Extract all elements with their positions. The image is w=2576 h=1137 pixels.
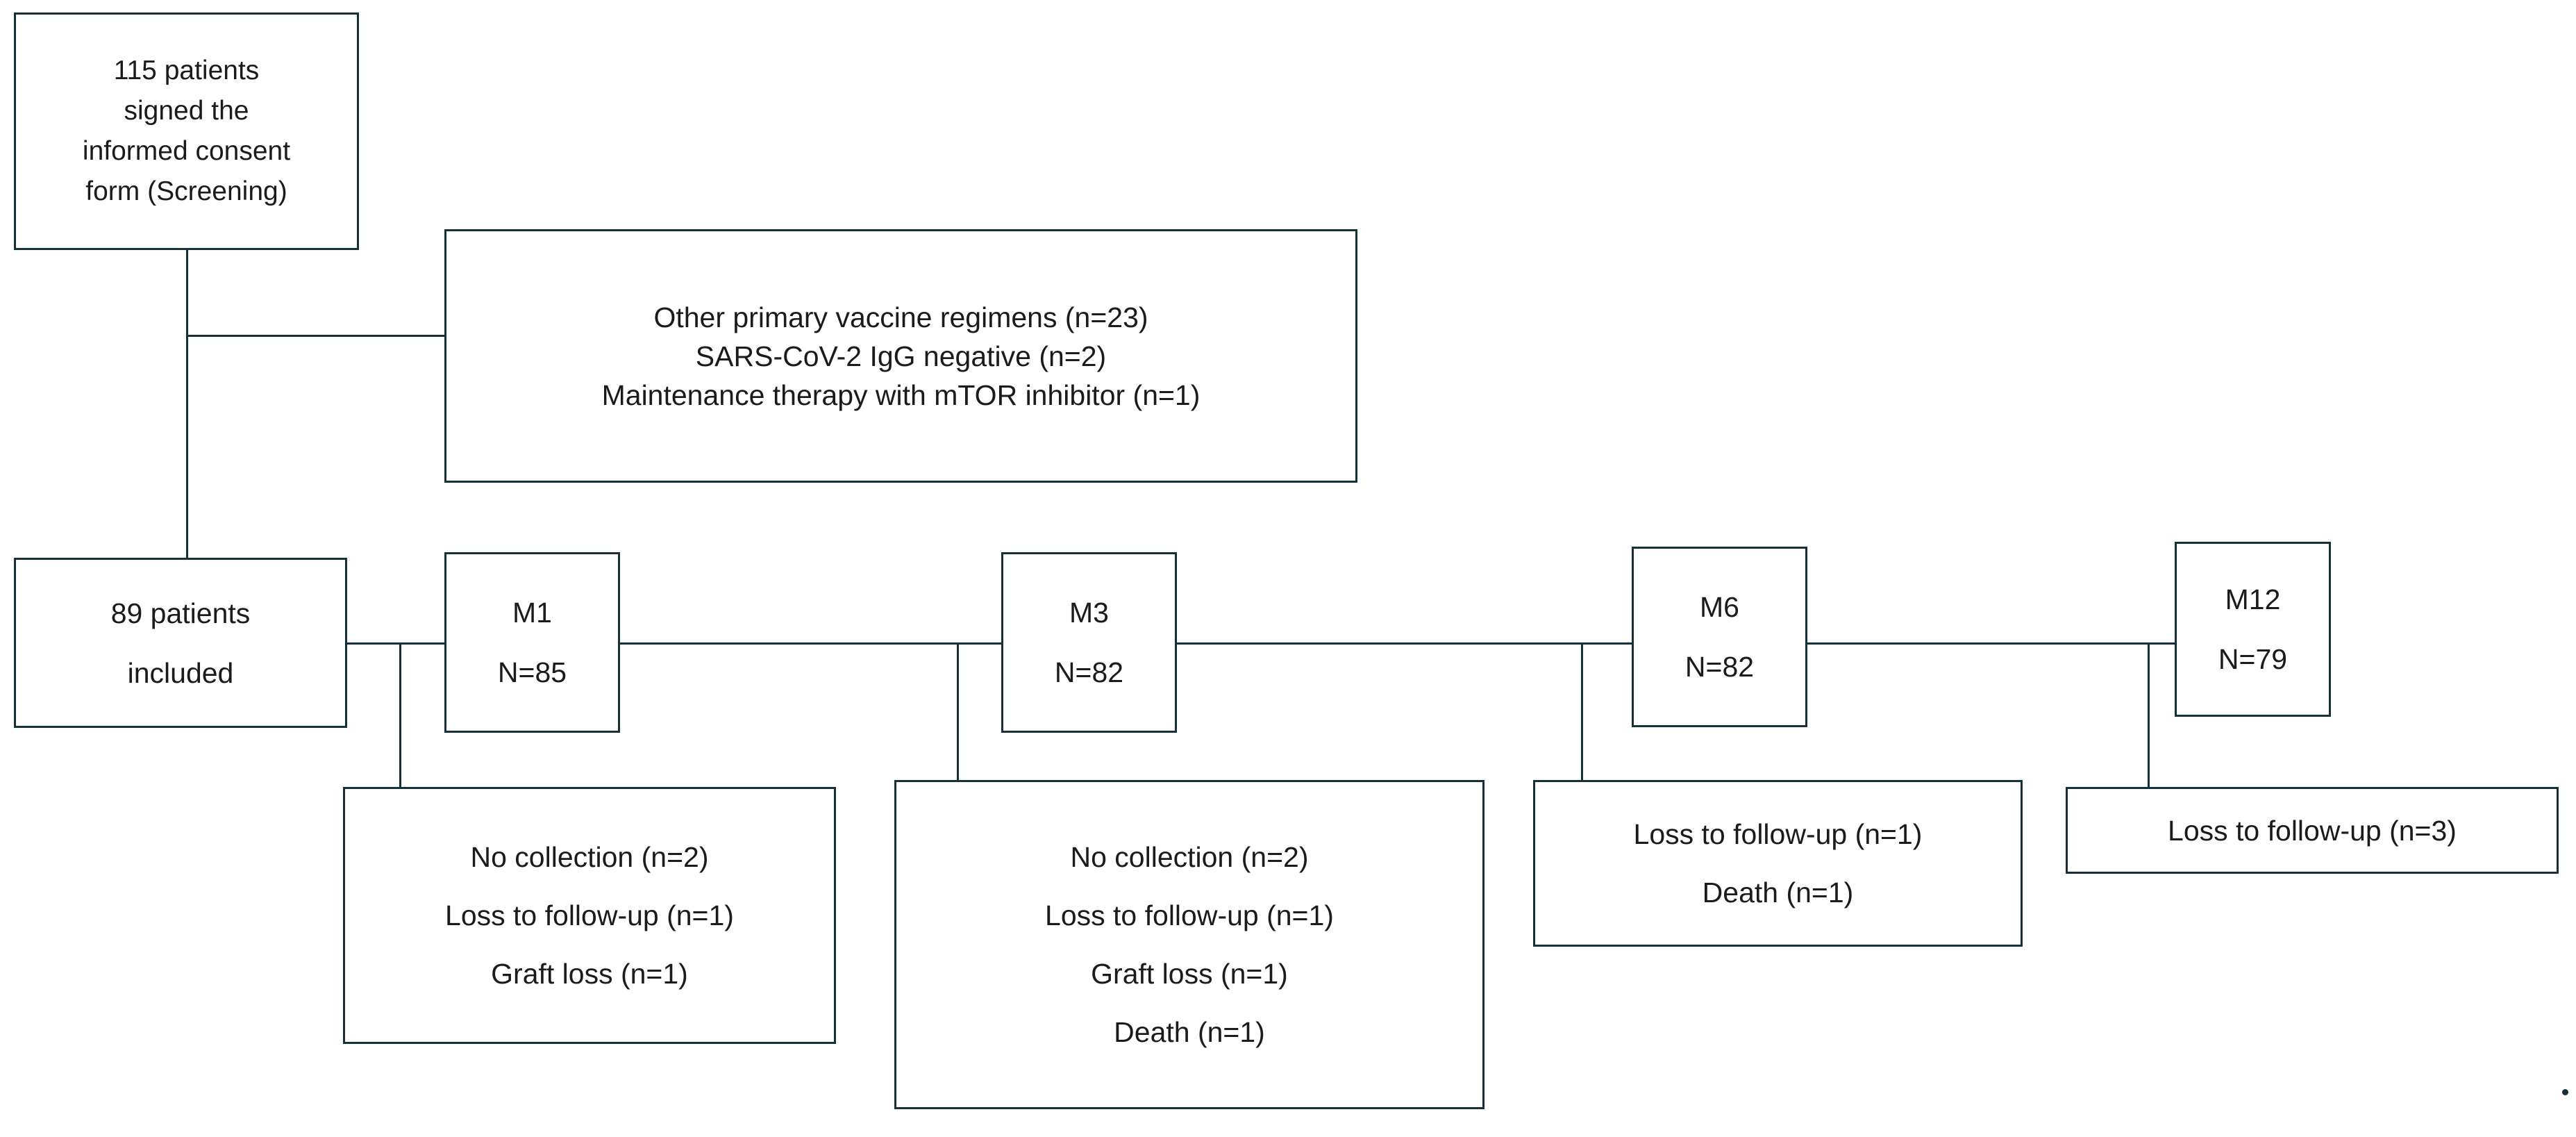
- connector-m6-to-m12: [1805, 642, 2176, 645]
- node-visit-m3: [1001, 552, 1177, 733]
- node-included-line-1: 89 patients: [110, 597, 251, 629]
- node-dropouts-m3-line-4: Death (n=1): [1114, 1016, 1265, 1048]
- node-dropouts-m6-line-2: Death (n=1): [1702, 877, 1854, 908]
- connector-m1-to-m3: [618, 642, 1007, 645]
- node-screening-line-1: 115 patients: [113, 56, 260, 85]
- node-dropouts-m3: [894, 780, 1484, 1109]
- node-visit-m3-label: M3: [1069, 597, 1109, 629]
- node-dropouts-m1-line-3: Graft loss (n=1): [491, 958, 688, 990]
- node-dropouts-m1-line-2: Loss to follow-up (n=1): [445, 899, 734, 931]
- node-screening: [14, 13, 359, 250]
- node-included-line-2: included: [127, 656, 234, 689]
- node-exclusions-line-3: Maintenance therapy with mTOR inhibitor (n=1): [601, 379, 1201, 411]
- node-exclusions-line-2: SARS-CoV-2 IgG negative (n=2): [695, 340, 1107, 372]
- node-visit-m12-count: N=79: [2218, 643, 2288, 675]
- connector-m1-dropout-stem: [399, 642, 401, 788]
- node-dropouts-m1-line-1: No collection (n=2): [470, 841, 709, 873]
- node-visit-m12-label: M12: [2225, 583, 2281, 615]
- node-screening-line-4: form (Screening): [85, 176, 287, 206]
- node-dropouts-m3-line-1: No collection (n=2): [1070, 841, 1309, 873]
- node-visit-m1: [444, 552, 620, 733]
- node-visit-m6-count: N=82: [1684, 651, 1755, 683]
- node-visit-m6: [1632, 547, 1807, 727]
- connector-m6-dropout-stem: [1581, 642, 1583, 781]
- node-exclusions: [444, 229, 1357, 483]
- node-visit-m1-label: M1: [512, 597, 552, 629]
- node-screening-line-3: informed consent: [82, 136, 291, 166]
- node-dropouts-m6: [1533, 780, 2023, 947]
- node-visit-m1-count: N=85: [497, 656, 567, 688]
- stray-dot: [2562, 1089, 2568, 1095]
- node-dropouts-m1: [343, 787, 836, 1044]
- connector-screening-stem: [186, 250, 188, 559]
- connector-screening-to-exclusions: [186, 335, 446, 337]
- connector-m12-dropout-stem: [2148, 642, 2150, 788]
- node-visit-m6-label: M6: [1700, 591, 1739, 623]
- node-included: [14, 558, 347, 728]
- connector-included-to-m1: [347, 642, 444, 645]
- node-exclusions-line-1: Other primary vaccine regimens (n=23): [653, 301, 1148, 333]
- node-dropouts-m3-line-3: Graft loss (n=1): [1091, 958, 1288, 990]
- connector-m3-dropout-stem: [957, 642, 959, 781]
- node-visit-m12: [2175, 542, 2331, 717]
- node-dropouts-m12-line-1: Loss to follow-up (n=3): [2168, 814, 2457, 847]
- node-screening-line-2: signed the: [124, 96, 249, 126]
- node-dropouts-m3-line-2: Loss to follow-up (n=1): [1045, 899, 1334, 931]
- node-dropouts-m6-line-1: Loss to follow-up (n=1): [1633, 818, 1923, 850]
- node-visit-m3-count: N=82: [1054, 656, 1124, 688]
- connector-m3-to-m6: [1173, 642, 1634, 645]
- node-dropouts-m12: [2066, 787, 2559, 874]
